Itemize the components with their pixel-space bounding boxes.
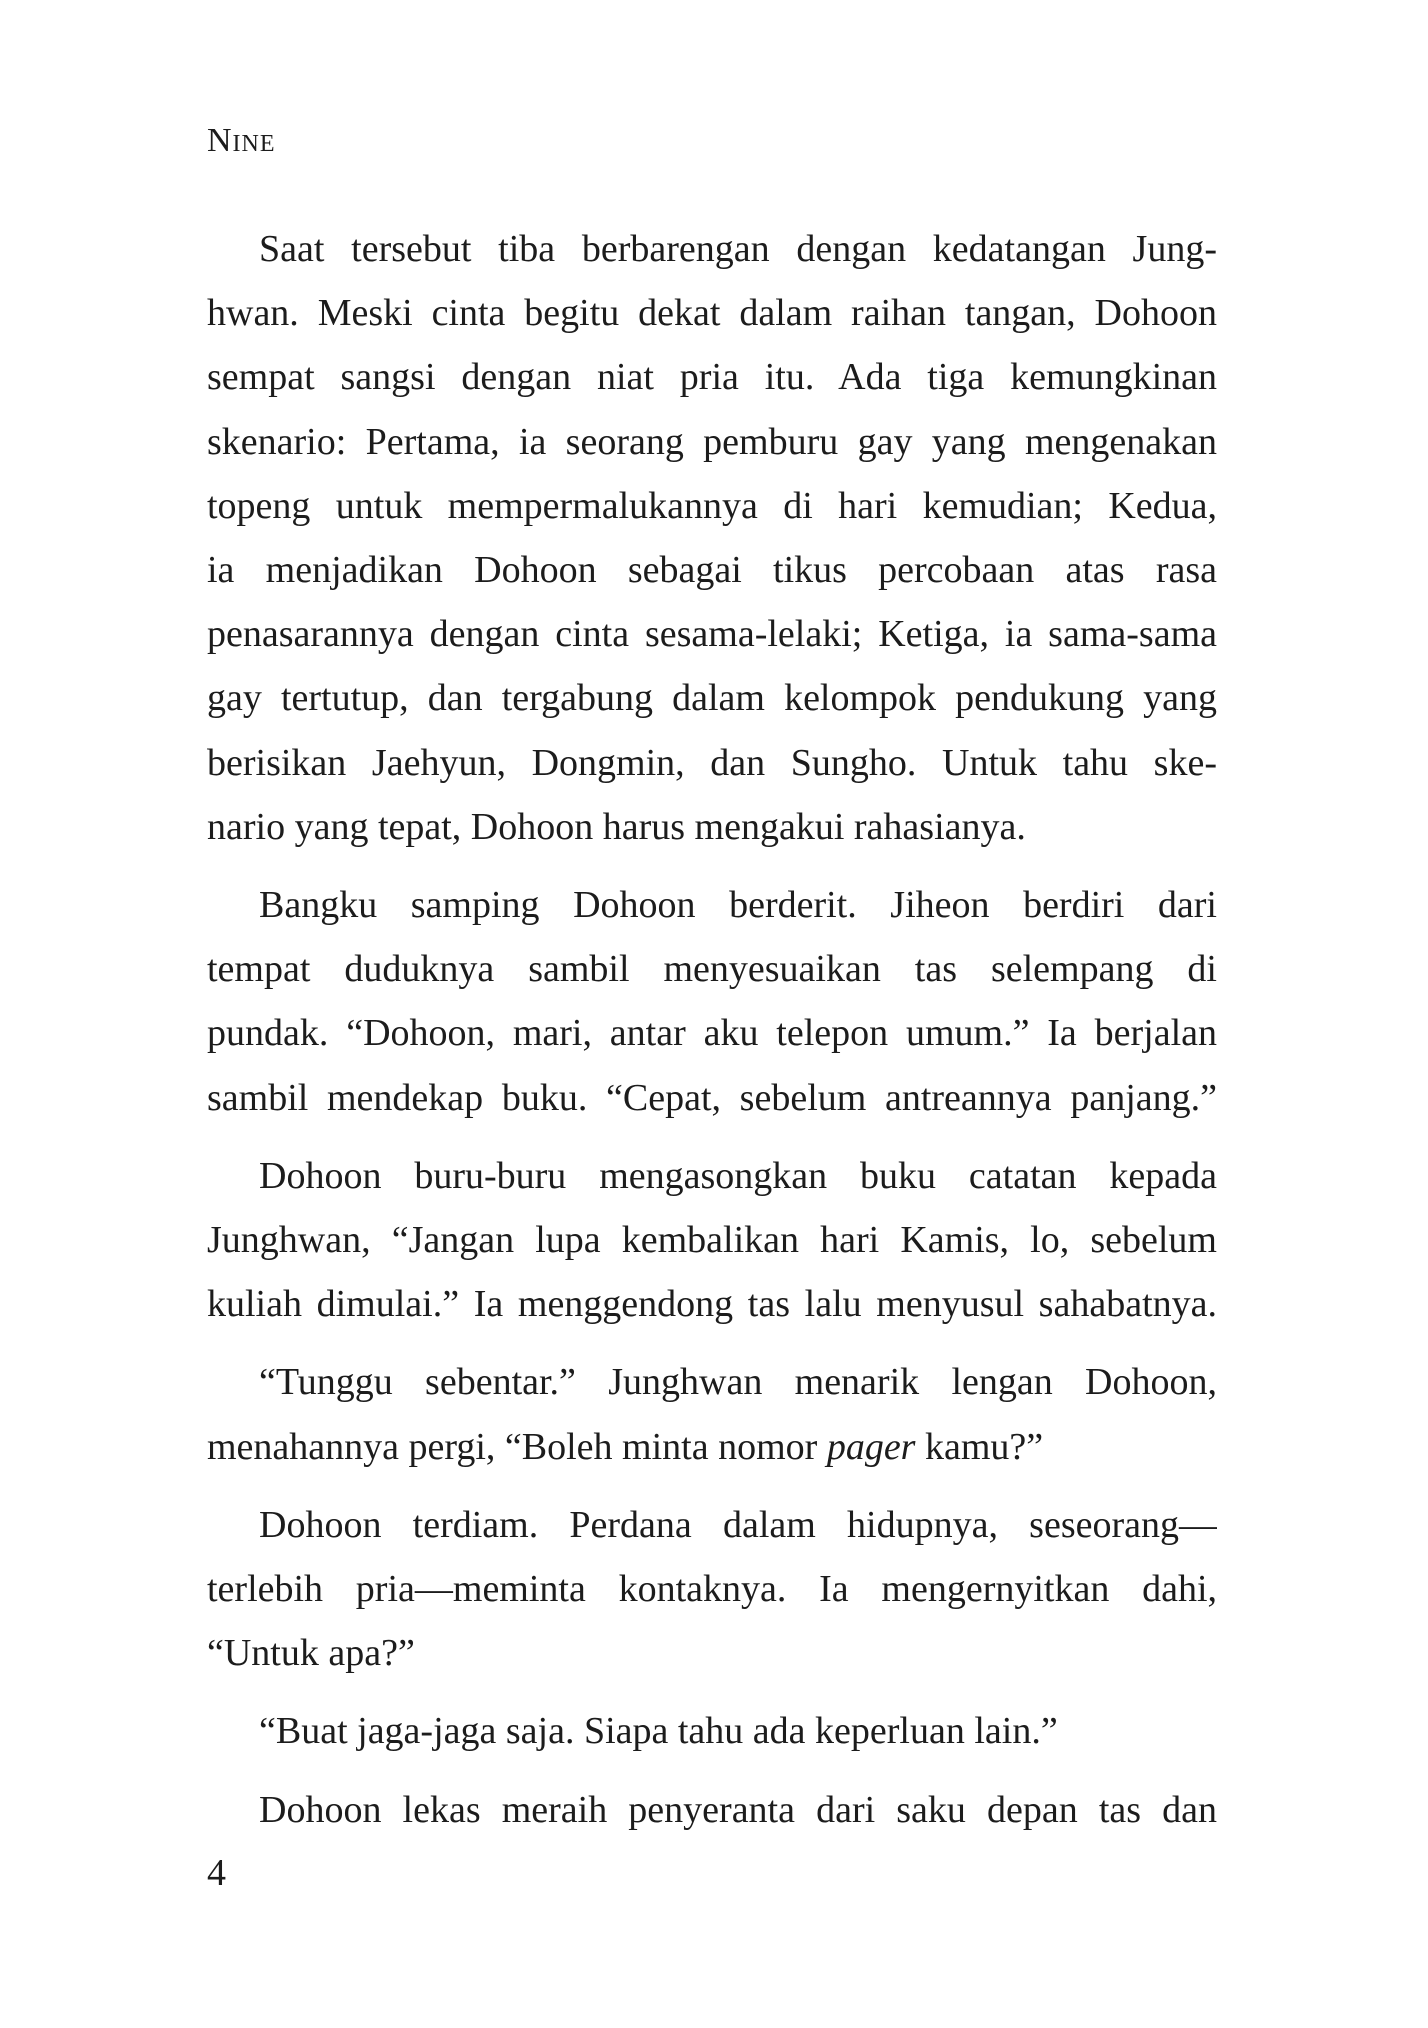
- text-line: Dohoon buru-buru mengasongkan buku catatan kepada: [259, 1154, 1217, 1197]
- paragraph-gap: [207, 1764, 1217, 1778]
- paragraph-1: [207, 217, 1217, 859]
- paragraph-6: [207, 1699, 1217, 1763]
- text-line: berisikan Jaehyun, Dongmin, dan Sungho. Untuk tahu ske-: [207, 741, 1217, 784]
- paragraph-3: [207, 1144, 1217, 1337]
- paragraph-5: [207, 1493, 1217, 1686]
- text-line: Bangku samping Dohoon berderit. Jiheon berdiri dari: [259, 884, 1217, 927]
- text-line: topeng untuk mempermalukannya di hari kemudian; Kedua,: [207, 484, 1217, 527]
- text-line: tempat duduknya sambil menyesuaikan tas selempang di: [207, 948, 1217, 991]
- paragraph-gap: [207, 1685, 1217, 1699]
- text-line: nario yang tepat, Dohoon harus mengakui rahasianya.: [207, 805, 1026, 848]
- text-line: penasarannya dengan cinta sesama-lelaki; Ketiga, ia sama-sama: [207, 613, 1217, 656]
- text-line: ia menjadikan Dohoon sebagai tikus percobaan atas rasa: [207, 549, 1217, 592]
- paragraph-4: [207, 1350, 1217, 1478]
- paragraph-2: [207, 873, 1217, 1130]
- italic-term: pager: [826, 1425, 916, 1468]
- page-number: 4: [207, 1852, 226, 1894]
- text-line: Dohoon terdiam. Perdana dalam hidupnya, seseorang—: [259, 1503, 1217, 1546]
- text-line-with-italic: [207, 1415, 1217, 1479]
- text-run: menahannya pergi, “Boleh minta nomor: [207, 1425, 827, 1468]
- text-line: gay tertutup, dan tergabung dalam kelompok pendukung yang: [207, 677, 1217, 720]
- text-line: Junghwan, “Jangan lupa kembalikan hari Kamis, lo, sebelum: [207, 1219, 1217, 1262]
- text-line: kuliah dimulai.” Ia menggendong tas lalu menyusul sahabatnya.: [207, 1283, 1217, 1326]
- text-line: skenario: Pertama, ia seorang pemburu gay yang mengenakan: [207, 420, 1217, 463]
- text-line: sambil mendekap buku. “Cepat, sebelum antreannya panjang.”: [207, 1076, 1217, 1119]
- paragraph-gap: [207, 1479, 1217, 1493]
- text-line: “Tunggu sebentar.” Junghwan menarik lengan Dohoon,: [259, 1361, 1217, 1404]
- paragraph-gap: [207, 859, 1217, 873]
- running-header: Nine: [207, 122, 276, 159]
- text-line: Dohoon lekas meraih penyeranta dari saku depan tas dan: [259, 1788, 1217, 1831]
- paragraph-7: [207, 1778, 1217, 1842]
- text-line: “Buat jaga-jaga saja. Siapa tahu ada keperluan lain.”: [259, 1710, 1058, 1753]
- paragraph-gap: [207, 1130, 1217, 1144]
- text-line: “Untuk apa?”: [207, 1632, 415, 1675]
- text-line: pundak. “Dohoon, mari, antar aku telepon umum.” Ia berjalan: [207, 1012, 1217, 1055]
- text-line: sempat sangsi dengan niat pria itu. Ada tiga kemungkinan: [207, 356, 1217, 399]
- body-text: [207, 217, 1217, 1842]
- text-line: terlebih pria—meminta kontaknya. Ia mengernyitkan dahi,: [207, 1568, 1217, 1611]
- text-run: kamu?”: [915, 1425, 1044, 1468]
- text-line: Saat tersebut tiba berbarengan dengan kedatangan Jung-: [259, 228, 1217, 270]
- text-line: hwan. Meski cinta begitu dekat dalam raihan tangan, Dohoon: [207, 292, 1217, 335]
- paragraph-gap: [207, 1336, 1217, 1350]
